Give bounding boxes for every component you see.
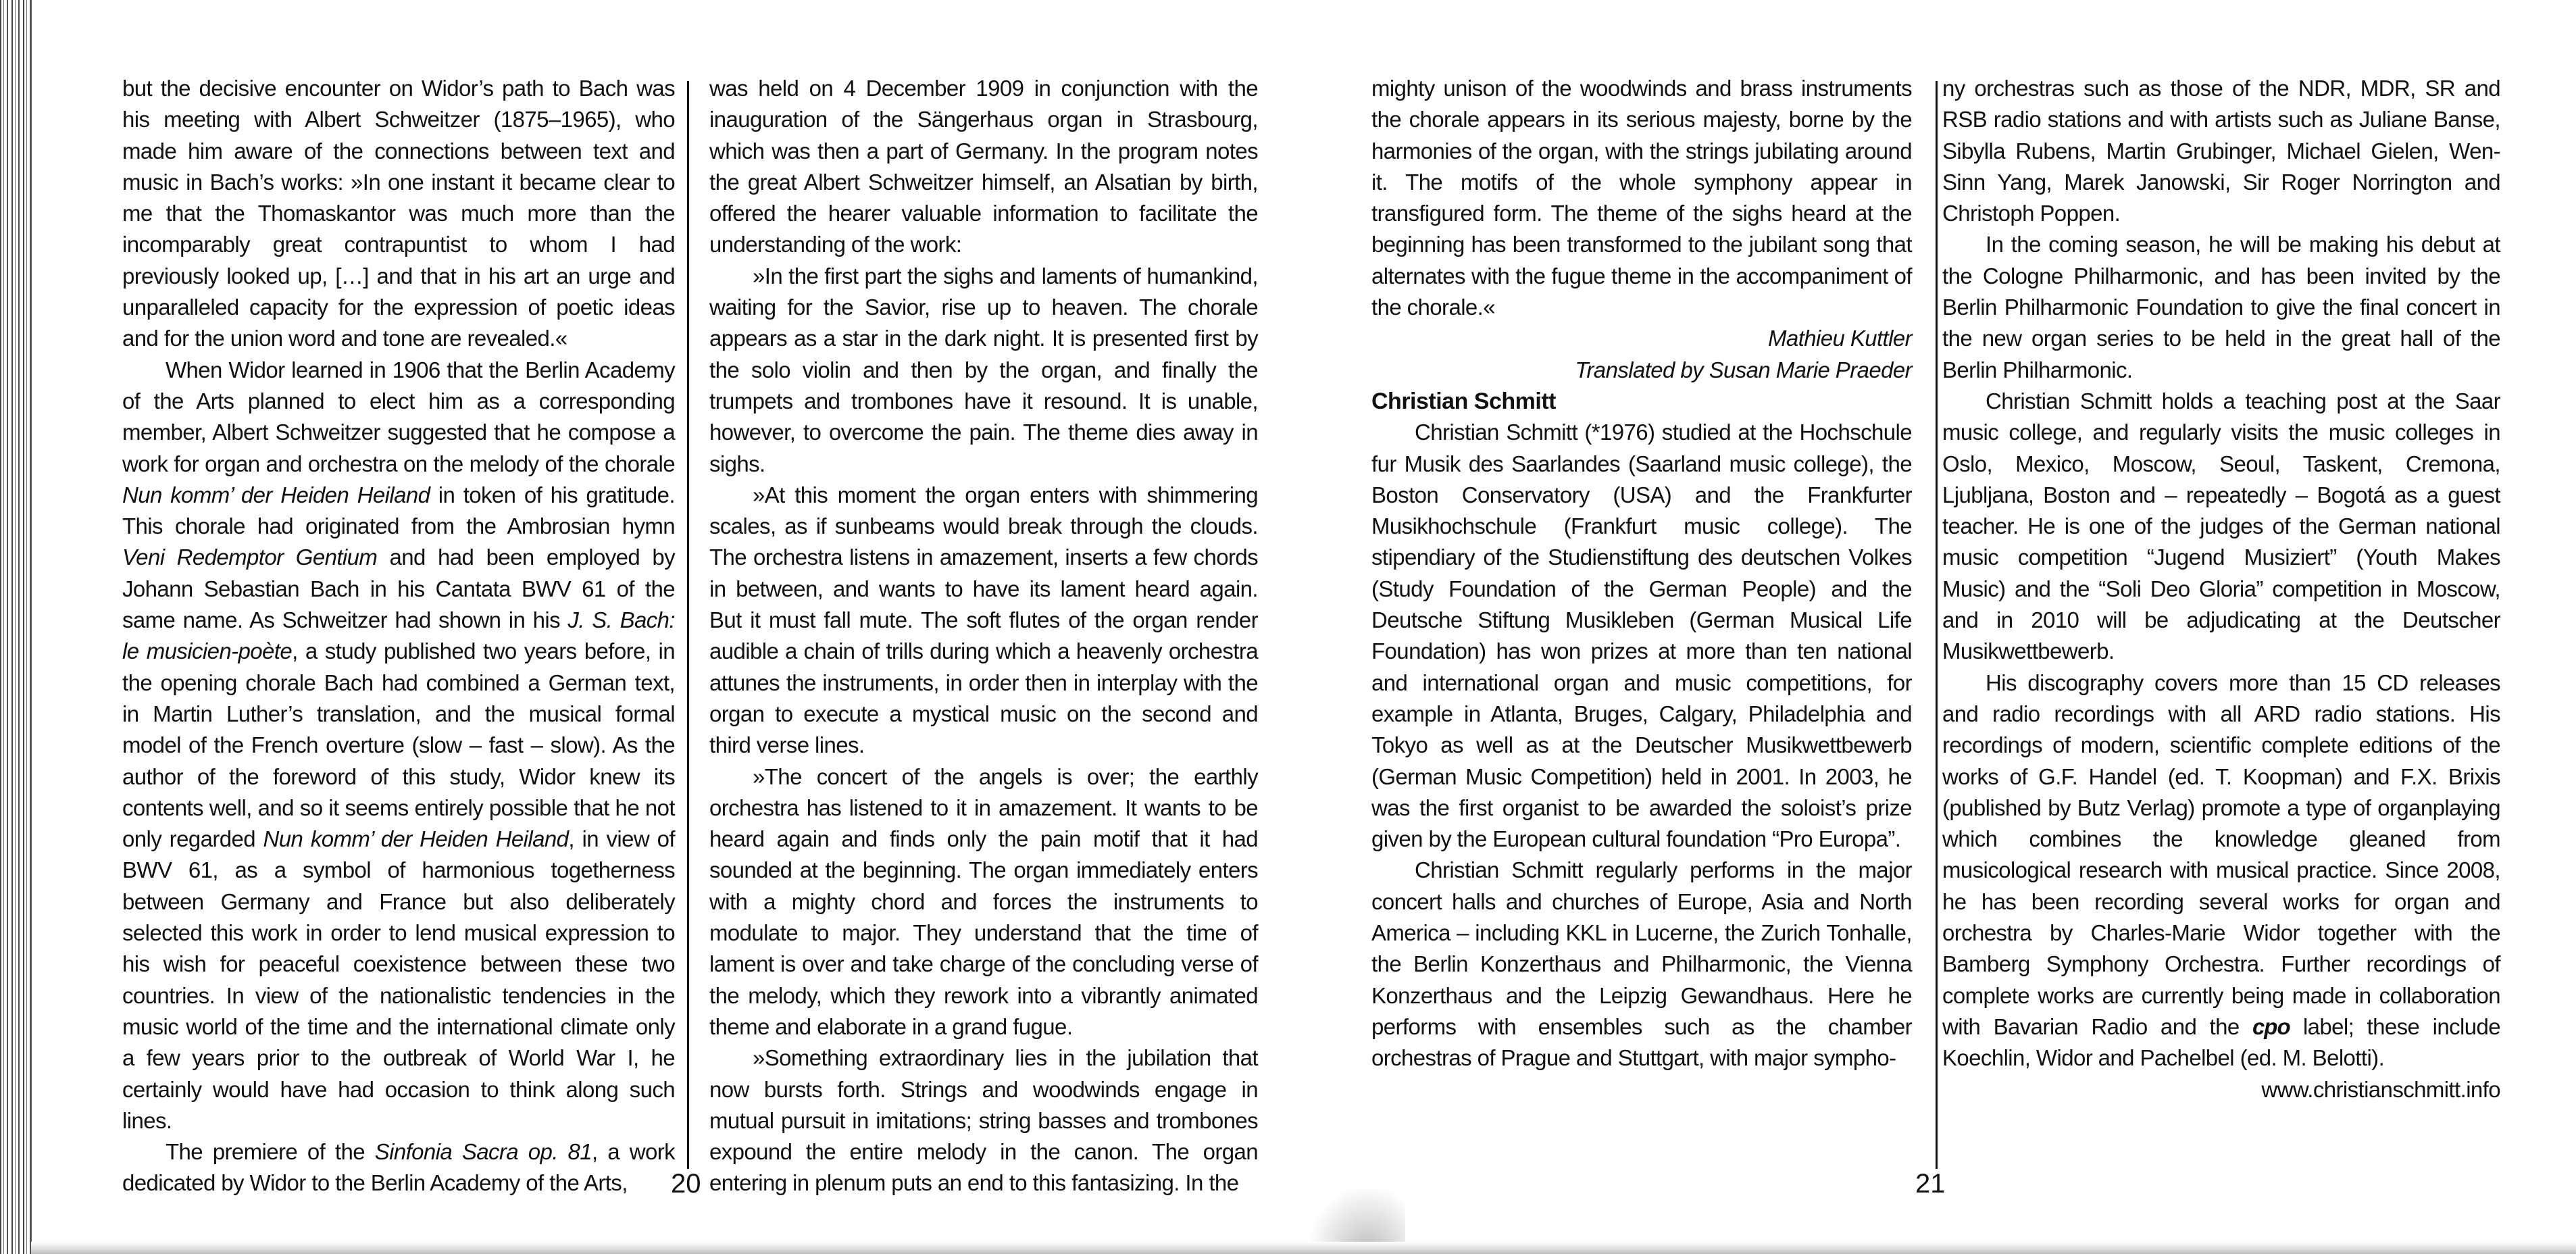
paragraph: When Widor learned in 1906 that the Berlin Academy of the Arts planned to elect him as a corresponding member, Albert Schweitzer suggested that he compose a work for organ and orchestra on the melody of the chorale Nun komm’ der Heiden Heiland in token of his gratitude. This chorale had originated from the Ambrosian hymn Veni Redemptor Gentium and had been employed by Johann Sebastian Bach in his Cantata BWV 61 of the same name. As Schweitzer had shown in his J. S. Bach: le musicien-poète, a study published two years before, in the opening chorale Bach had combined a German text, in Martin Luther’s translation, and the musical formal model of the French overture (slow – fast – slow). As the author of the foreword of this study, Widor knew its contents well, and so it seems entirely possible that he not only regarded Nun komm’ der Heiden Heiland, in view of BWV 61, as a symbol of harmonious togetherness between Germany and France but also deliberately selected this work in order to lend musical expression to his wish for peaceful coexistence between these two countries. In view of the nationalistic tendencies in the music world of the time and the international climate only a few years prior to the outbreak of World War I, he certainly would have had occasion to think along such lines. [122, 357, 676, 1133]
paragraph: In the coming season, he will be making his debut at the Cologne Philharmonic, and has been invited by the Berlin Philharmonic Foundation to give the final concert in the new organ series to be held in the great hall of the Berlin Philharmonic. [1942, 232, 2500, 382]
page-20-column-2 [709, 73, 1258, 1199]
italic-title: J. S. Bach: le musicien-poète [122, 607, 675, 664]
italic-title: Veni Redemptor Gentium [122, 545, 378, 570]
page-number: 21 [1915, 1169, 1946, 1199]
italic-title: Nun komm’ der Heiden Heiland [122, 482, 430, 507]
paragraph: ny orchestras such as those of the NDR, MDR, SR and RSB radio stations and with artists such as Juliane Banse, Sibylla Rubens, Martin Grubinger, Michael Gielen, Wen-Sinn Yang, Marek Janowski, Sir Roger Norrington and Christoph Poppen. [1942, 76, 2500, 226]
paragraph: Christian Schmitt holds a teaching post at the Saar music college, and regularly visits the music colleges in Oslo, Mexico, Moscow, Seoul, Taskent, Cremona, Ljubljana, Boston and – repeatedly – Bogotá as a guest teacher. He is one of the judges of the German national music competition “Jugend Musiziert” (Youth Makes Music) and the “Soli Deo Gloria” competition in Moscow, and in 2010 will be adjudicating at the Deutscher Musikwettbewerb. [1942, 388, 2500, 664]
paragraph: but the decisive encounter on Widor’s path to Bach was his meeting with Albert Schweitzer (1875–1965), who made him aware of the connections between text and music in Bach’s works: »In one instant it became clear to me that the Thomaskantor was much more than the incomparably great contrapuntist to whom I had previously looked up, […] and that in his art an urge and unparalleled capacity for the expression of poetic ideas and for the union word and tone are revealed.« [122, 76, 675, 351]
paragraph: was held on 4 December 1909 in conjunction with the inauguration of the Sängerhaus organ in Strasbourg, which was then a part of Germany. In the program notes the great Albert Schweitzer himself, an Alsatian by birth, offered the hearer valuable information to facilitate the understanding of the work: [709, 76, 1258, 257]
cpo-label-logo: cpo [2252, 1013, 2290, 1039]
page-20-column-1 [122, 73, 675, 1199]
author-signature: Mathieu Kuttler [1768, 326, 1912, 351]
paragraph: Christian Schmitt (*1976) studied at the Hochschule fur Musik des Saarlandes (Saarland music college), the Boston Conservatory (USA) and the Frankfurter Musikhochschule (Frankfurt music college). The stipendiary of the Studienstiftung des deutschen Volkes (Study Foundation of the German People) and the Deutsche Stiftung Musikleben (German Musical Life Foundation) has won prizes at more than ten national and international organ and music competitions, for example in Atlanta, Bruges, Calgary, Philadelphia and Tokyo as well as at the Deutscher Musikwettbewerb (German Music Competition) held in 2001. In 2003, he was the first organist to be awarded the soloist’s prize given by the European cultural foundation “Pro Europa”. [1371, 420, 1912, 852]
scan-bottom-edge [31, 1242, 2576, 1254]
paragraph: mighty unison of the woodwinds and brass instruments the chorale appears in its serious majesty, borne by the harmonies of the organ, with the strings jubilating around it. The motifs of the whole symphony appear in transfigured form. The theme of the sighs heard at the beginning has been transformed to the jubilant song that alternates with the fugue theme in the accompaniment of the chorale.« [1371, 76, 1912, 320]
column-divider [687, 81, 689, 1169]
page-21-column-1 [1371, 73, 1912, 1074]
section-heading: Christian Schmitt [1371, 388, 1556, 414]
quote-paragraph: »Something extraordinary lies in the jubilation that now bursts forth. Strings and woodwinds engage in mutual pursuit in imitations; string basses and trombones expound the entire melody in the canon. The organ entering in plenum puts an end to this fantasizing. In the [709, 1045, 1258, 1196]
quote-paragraph: »The concert of the angels is over; the earthly orchestra has listened to it in amazement. It wants to be heard again and finds only the pain motif that it had sounded at the beginning. The organ immediately enters with a mighty chord and forces the instruments to modulate to major. They understand that the time of lament is over and take charge of the concluding verse of the melody, which they rework into a vibrantly animated theme and elaborate in a grand fugue. [709, 763, 1258, 1039]
paragraph: Christian Schmitt regularly performs in the major concert halls and churches of Europe, Asia and North America – including KKL in Lucerne, the Zurich Tonhalle, the Berlin Konzerthaus and Philharmonic, the Vienna Konzerthaus and the Leipzig Gewandhaus. Here he performs with ensembles such as the chamber orchestras of Prague and Stuttgart, with major sympho- [1371, 857, 1912, 1071]
quote-paragraph: »In the first part the sighs and laments of humankind, waiting for the Savior, rise up to heaven. The chorale appears as a star in the dark night. It is presented first by the solo violin and then by the organ, and finally the trumpets and trombones have it resound. It is unable, however, to overcome the pain. The theme dies away in sighs. [709, 263, 1258, 476]
quote-paragraph: »At this moment the organ enters with shimmering scales, as if sunbeams would break through the clouds. The orchestra listens in amazement, inserts a few chords in between, and wants to have its lament heard again. But it must fall mute. The soft flutes of the organ render audible a chain of trills during which a heavenly orchestra attunes the instruments, in order then in interplay with the organ to execute a mystical music on the second and third verse lines. [709, 482, 1258, 758]
text: His discography covers more than 15 CD releases and radio recordings with all ARD radio stations. His recordings of modern, scientific complete editions of the works of G.F. Handel (ed. T. Koopman) and F.X. Brixis (published by Butz Verlag) promote a type of organplaying which combines the knowledge gleaned from musicological research with musical practice. Since 2008, he has been recording several works for organ and orchestra by Charles-Marie Widor together with the Bamberg Symphony Orchestra. Further recordings of complete works are currently being made in collaboration with Bavarian Radio and the [1942, 670, 2500, 1039]
italic-title: Nun komm’ der Heiden Heiland [263, 826, 569, 852]
translator-credit: Translated by Susan Marie Praeder [1575, 357, 1912, 382]
italic-title: Sinfonia Sacra op. 81 [374, 1139, 592, 1165]
book-binding-edge [0, 0, 31, 1254]
page-21-column-2 [1942, 73, 2500, 1105]
text: label; these include Koechlin, Widor and Pachelbel (ed. M. Belotti). [1942, 1013, 2500, 1071]
page-number: 20 [671, 1169, 701, 1199]
column-divider [1936, 81, 1938, 1169]
website-link[interactable]: www.christianschmitt.info [2261, 1076, 2500, 1102]
paragraph: The premiere of the Sinfonia Sacra op. 81, a work dedicated by Widor to the Berlin Academy of the Arts, [122, 1139, 676, 1196]
paragraph [1942, 668, 2500, 1074]
